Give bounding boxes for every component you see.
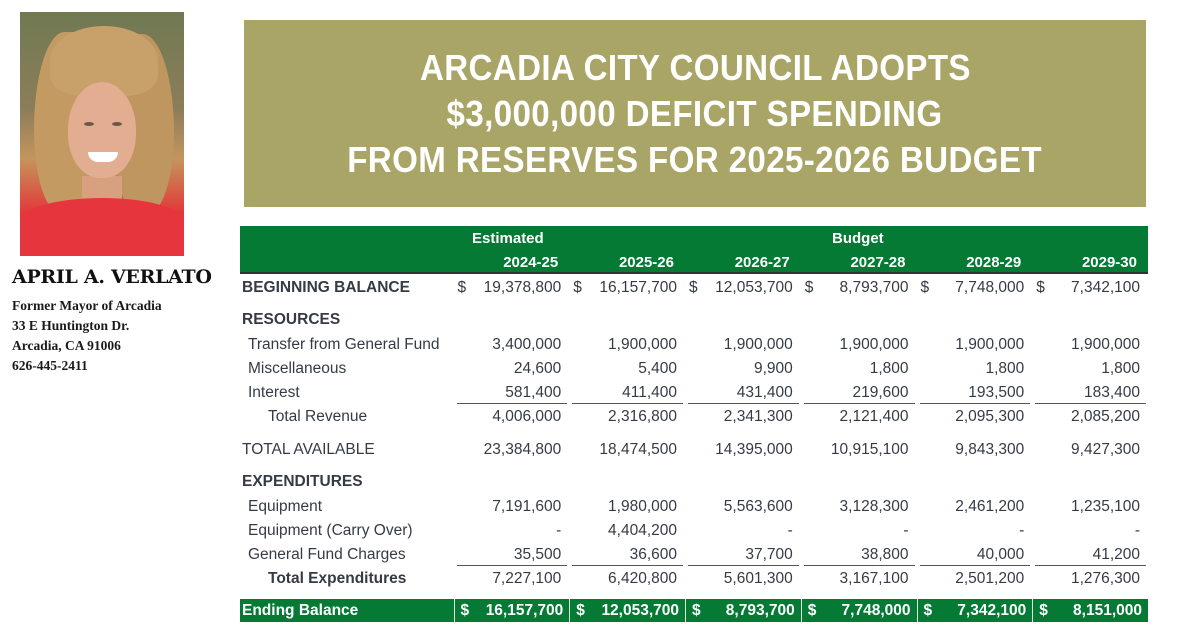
profile-contact — [12, 296, 162, 376]
profile-photo — [20, 12, 184, 256]
table-header — [240, 226, 1148, 274]
year-header: 2024-25 — [503, 254, 559, 271]
profile-address-line1: 33 E Huntington Dr. — [12, 318, 130, 333]
ending-balance-row: Ending Balance $ 16,157,700 $ 12,053,700 $ 8,793,700 $ 7,748,000 $ 7,342,100 $ 8,151,000 — [240, 599, 1148, 622]
year-header: 2027-28 — [850, 254, 906, 271]
profile-name: APRIL A. VERLATO — [12, 266, 212, 288]
total-revenue-row: Total Revenue 4,006,000 2,316,800 2,341,300 2,121,400 2,095,300 2,085,200 — [268, 408, 1140, 425]
table-row: Equipment (Carry Over) - 4,404,200 - - - - — [248, 522, 1141, 539]
total-available-row: TOTAL AVAILABLE 23,384,800 18,474,500 14,395,000 10,915,100 9,843,300 9,427,300 — [242, 441, 1140, 458]
group-budget: Budget — [832, 230, 884, 247]
headline-line-1: ARCADIA CITY COUNCIL ADOPTS — [419, 46, 971, 88]
profile-address-line2: Arcadia, CA 91006 — [12, 338, 121, 353]
year-header: 2026-27 — [734, 254, 790, 271]
profile-phone: 626-445-2411 — [12, 358, 88, 373]
budget-table — [240, 226, 1148, 622]
year-header: 2025-26 — [618, 254, 674, 271]
headline-line-2: $3,000,000 DEFICIT SPENDING — [447, 92, 943, 134]
group-estimated: Estimated — [472, 230, 544, 247]
year-header: 2028-29 — [966, 254, 1022, 271]
headline-line-3: FROM RESERVES FOR 2025-2026 BUDGET — [347, 138, 1043, 180]
expenditures-heading: EXPENDITURES — [242, 472, 363, 490]
headline-banner — [244, 20, 1146, 207]
resources-heading: RESOURCES — [242, 310, 341, 328]
year-header: 2029-30 — [1081, 254, 1137, 271]
table-row: Equipment 7,191,600 1,980,000 5,563,600 3,128,300 2,461,200 1,235,100 — [248, 498, 1141, 515]
profile-title: Former Mayor of Arcadia — [12, 298, 162, 313]
total-expenditures-row: Total Expenditures 7,227,100 6,420,800 5,601,300 3,167,100 2,501,200 1,276,300 — [268, 570, 1140, 587]
table-row: Miscellaneous 24,600 5,400 9,900 1,800 1,800 1,800 — [248, 360, 1141, 377]
beginning-balance-row: BEGINNING BALANCE $ 19,378,800 $ 16,157,700 $ 12,053,700 $ 8,793,700 $ 7,748,000 $ 7,342,100 — [242, 278, 1140, 296]
table-row: Interest 581,400 411,400 431,400 219,600 193,500 183,400 — [240, 381, 1148, 405]
table-row: Transfer from General Fund 3,400,000 1,900,000 1,900,000 1,900,000 1,900,000 1,900,000 — [248, 336, 1141, 353]
table-row: General Fund Charges 35,500 36,600 37,700 38,800 40,000 41,200 — [240, 543, 1148, 567]
